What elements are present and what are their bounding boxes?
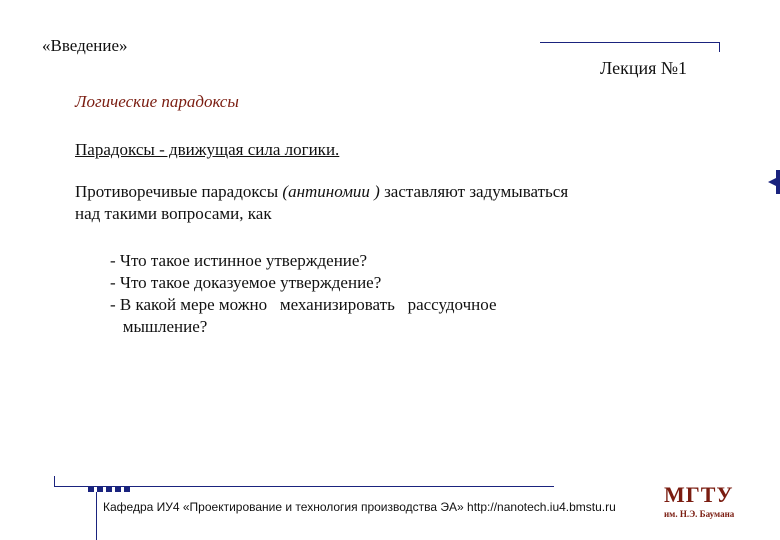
paragraph-antinomies <box>75 181 595 225</box>
decorative-dots <box>88 479 133 497</box>
question-list <box>110 250 497 338</box>
top-divider <box>540 42 720 43</box>
paragraph-antinomies-start: Противоречивые парадоксы <box>75 182 283 201</box>
bottom-divider-tick <box>54 476 55 486</box>
paragraph-antinomies-italic: (антиномии ) <box>282 182 380 201</box>
paragraph-antinomies-end: заставляют задумываться над такими вопросами, как <box>75 182 569 223</box>
slide-heading: Логические парадоксы <box>75 92 239 111</box>
university-logo-subtitle: им. Н.Э. Баумана <box>664 509 735 519</box>
question-item: - В какой мере можно механизировать рассудочное <box>110 295 497 314</box>
lecture-number: Лекция №1 <box>600 58 688 78</box>
top-divider-tick <box>719 42 720 52</box>
section-title: «Введение» <box>42 36 128 55</box>
question-item: - Что такое истинное утверждение? <box>110 251 367 270</box>
footer-department: Кафедра ИУ4 «Проектирование и технология производства ЭА» http://nanotech.iu4.bmstu.ru <box>103 500 616 514</box>
question-item: - Что такое доказуемое утверждение? <box>110 273 382 292</box>
paragraph-thesis: Парадоксы - движущая сила логики. <box>75 140 340 159</box>
footer-vertical-rule <box>96 492 97 540</box>
question-item: мышление? <box>110 317 208 336</box>
slide-edge-bar <box>776 170 780 194</box>
bottom-divider <box>54 486 554 487</box>
university-logo: МГТУ <box>664 482 734 507</box>
